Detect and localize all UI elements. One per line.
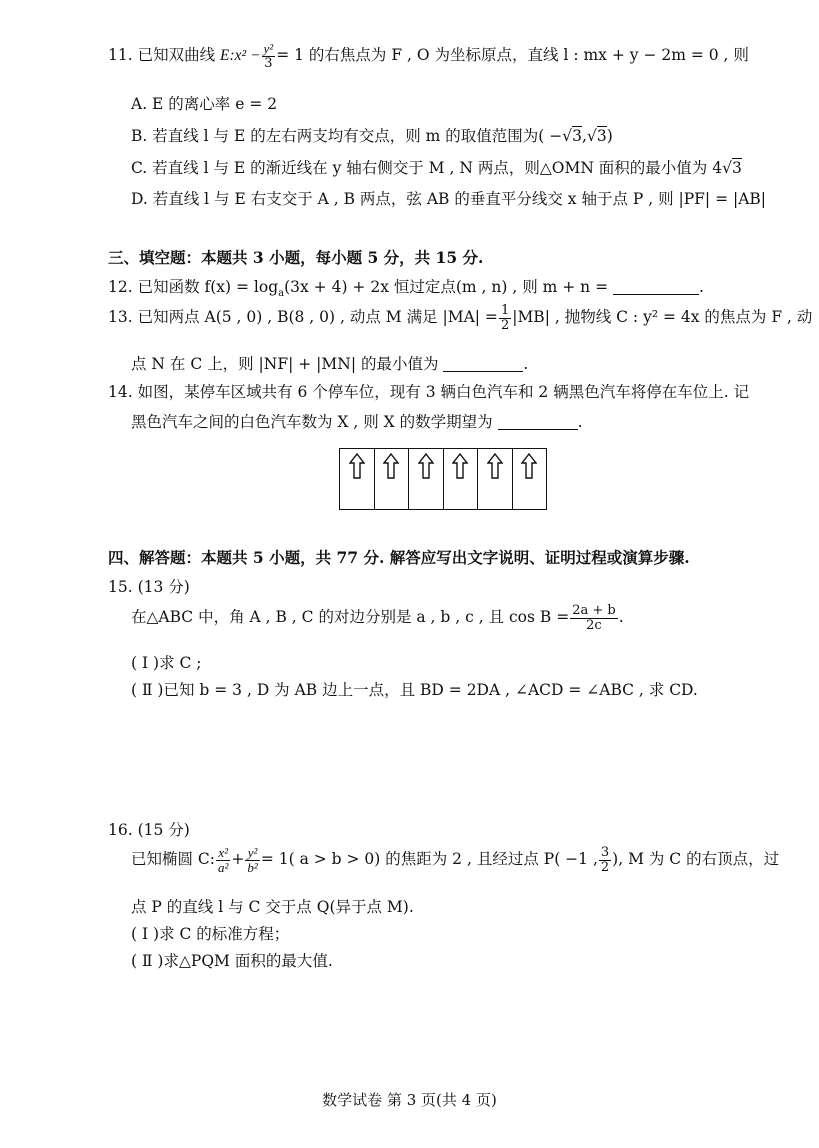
page-footer: 数学试卷 第 3 页(共 4 页)	[322, 1091, 497, 1109]
q15-part2: ( Ⅱ )已知 b = 3 , D 为 AB 边上一点，且 BD = 2DA , ∠ACD = ∠ABC , 求 CD.	[131, 681, 698, 699]
q16-part2: ( Ⅱ )求△PQM 面积的最大值.	[131, 952, 333, 970]
parking-slot	[340, 449, 375, 509]
q11-option-c: C. 若直线 l 与 E 的渐近线在 y 轴右侧交于 M , N 两点，则△OMN 面积的最小值为 4√3	[131, 159, 742, 177]
section-4-heading: 四、解答题：本题共 5 小题，共 77 分. 解答应写出文字说明、证明过程或演算步骤.	[108, 548, 690, 567]
q14-line1: 14. 如图，某停车区域共有 6 个停车位，现有 3 辆白色汽车和 2 辆黑色汽车将停在车位上. 记	[108, 383, 750, 401]
q11-fraction: $\frac{\text{y²}}{3}$	[263, 41, 274, 71]
q13-line1: 13. 已知两点 A(5 , 0) , B(8 , 0) , 动点 M 满足 |MA| = $\frac{1}{2}$ |MB| , 抛物线 C : y² = 4x 的焦点为 F , 动	[108, 303, 813, 333]
q13-answer-blank[interactable]	[443, 356, 523, 373]
q16-stem: 已知椭圆 C: $\frac{\text{x²}}{\text{a²}}$ + $\frac{\text{y²}}{\text{b²}}$ = 1( a > b > 0) 的焦距为 2 , 且经过点 P( −1 , $\frac{3}{2}$ ), M 为 C 的右顶点，过	[131, 845, 780, 875]
q14-answer-blank[interactable]	[498, 414, 578, 431]
q16-header: 16. (15 分)	[108, 821, 190, 839]
q11-option-d: D. 若直线 l 与 E 右支交于 A , B 两点，弦 AB 的垂直平分线交 x 轴于点 P , 则 |PF| = |AB|	[131, 190, 767, 208]
parking-lot-diagram	[339, 448, 547, 510]
q11-option-a: A. E 的离心率 e = 2	[131, 95, 278, 113]
up-arrow-icon	[452, 453, 468, 479]
up-arrow-icon	[418, 453, 434, 479]
q11-option-b: B. 若直线 l 与 E 的左右两支均有交点，则 m 的取值范围为( −√3,√3)	[131, 127, 613, 145]
q16-line2: 点 P 的直线 l 与 C 交于点 Q(异于点 M).	[131, 898, 414, 916]
q15-part1: ( Ⅰ )求 C ;	[131, 654, 202, 672]
parking-slot	[375, 449, 410, 509]
parking-slot	[513, 449, 547, 509]
section-3-heading: 三、填空题：本题共 3 小题，每小题 5 分，共 15 分.	[108, 248, 484, 267]
q11-number: 11.	[108, 46, 133, 65]
up-arrow-icon	[383, 453, 399, 479]
q12-answer-blank[interactable]	[613, 279, 699, 296]
q16-part1: ( Ⅰ )求 C 的标准方程；	[131, 925, 290, 943]
q11-stem: 11. 已知双曲线 E:x² − $\frac{\text{y²}}{3}$ = 1 的右焦点为 F , O 为坐标原点，直线 l : mx + y − 2m = 0 , 则	[108, 41, 749, 71]
q15-stem: 在△ABC 中，角 A , B , C 的对边分别是 a , b , c , 且 cos B = $\frac{2a + b}{2c}$ .	[131, 603, 624, 633]
q14-line2: 黑色汽车之间的白色汽车数为 X , 则 X 的数学期望为 .	[131, 413, 583, 431]
parking-slot	[478, 449, 513, 509]
up-arrow-icon	[521, 453, 537, 479]
up-arrow-icon	[487, 453, 503, 479]
q12: 12. 已知函数 $f(x) = \log_a(3x + 4) + 2x$ 恒过定点(m , n) , 则 m + n = .	[108, 278, 704, 300]
q15-header: 15. (13 分)	[108, 578, 190, 596]
parking-slot	[444, 449, 479, 509]
up-arrow-icon	[349, 453, 365, 479]
parking-slot	[409, 449, 444, 509]
q13-line2: 点 N 在 C 上，则 |NF| + |MN| 的最小值为 .	[131, 355, 529, 373]
